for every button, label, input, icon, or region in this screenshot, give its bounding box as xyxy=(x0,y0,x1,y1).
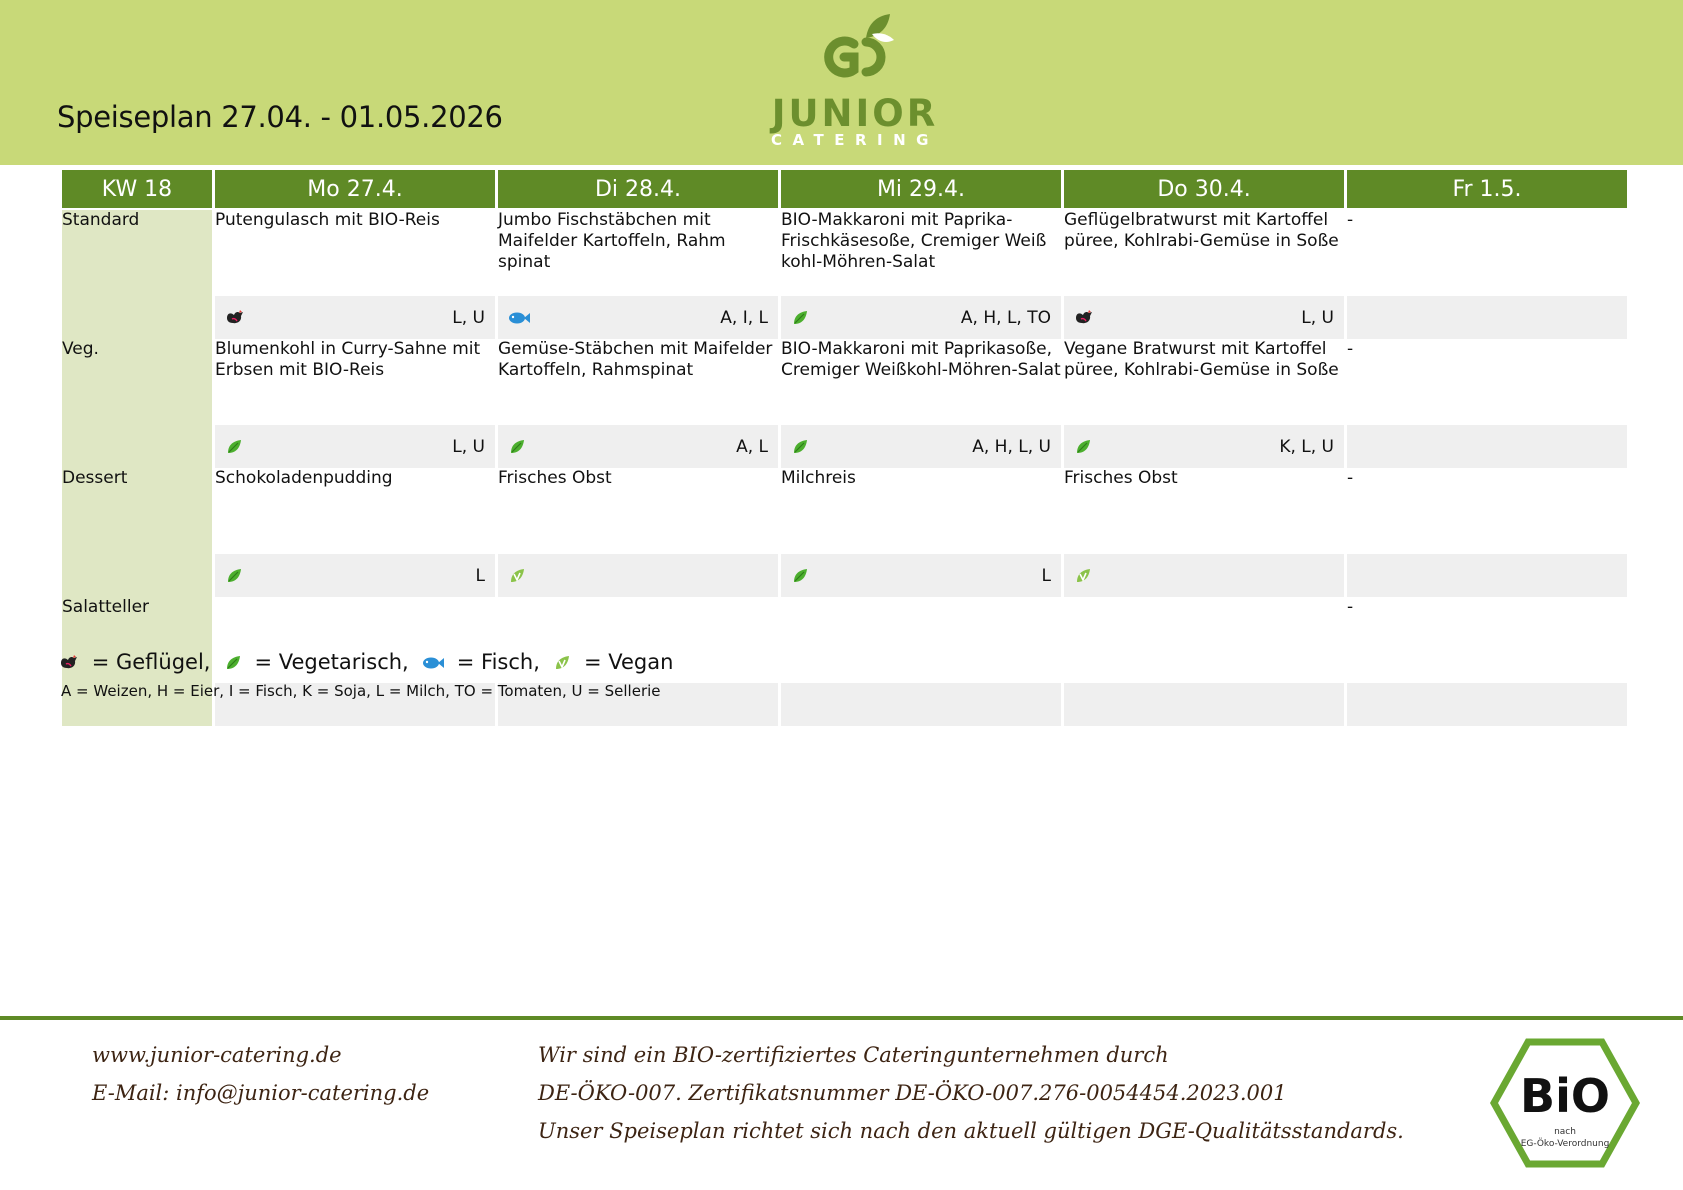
meta-row xyxy=(62,554,1627,597)
empty-icon-slot xyxy=(1357,696,1375,714)
icon-legend xyxy=(59,650,673,674)
vegetarian-icon xyxy=(791,309,809,327)
vegan-icon xyxy=(1074,567,1092,585)
vegetarian-icon xyxy=(791,567,809,585)
meal-meta-cell xyxy=(1347,425,1627,468)
empty-icon-slot xyxy=(1074,696,1092,714)
meta-row xyxy=(62,425,1627,468)
meal-meta-cell xyxy=(1064,296,1344,339)
allergen-codes: A, I, L xyxy=(720,307,768,328)
vegan-icon xyxy=(508,567,526,585)
day-header: Di 28.4. xyxy=(498,170,778,210)
meal-cell: Vegane Bratwurst mit Kartoffel püree, Kohlrabi-Gemüse in Soße xyxy=(1064,339,1344,425)
meal-cell: - xyxy=(1347,210,1627,296)
meal-cell: Jumbo Fischstäbchen mit Maifelder Kartoffeln, Rahm spinat xyxy=(498,210,778,296)
vegan-icon xyxy=(553,653,571,671)
allergen-codes: L, U xyxy=(1301,307,1334,328)
junior-catering-logo xyxy=(760,10,960,160)
logo-subtitle: CATERING xyxy=(771,131,939,149)
meal-cell: Frisches Obst xyxy=(1064,468,1344,554)
meal-meta-cell xyxy=(1064,683,1344,726)
poultry-icon xyxy=(59,653,79,671)
empty-icon-slot xyxy=(1357,567,1375,585)
day-header: Do 30.4. xyxy=(1064,170,1344,210)
legend-vegetarian: = Vegetarisch, xyxy=(254,650,409,674)
allergen-legend: A = Weizen, H = Eier, I = Fisch, K = Soja, L = Milch, TO = Tomaten, U = Sellerie xyxy=(61,682,661,700)
empty-icon-slot xyxy=(1357,309,1375,327)
bio-seal-caption: EG-Öko-Verordnung xyxy=(1520,1139,1610,1149)
bio-seal-icon xyxy=(1490,1038,1640,1168)
logo-mark-icon xyxy=(818,10,898,86)
meal-row xyxy=(62,210,1627,296)
category-label: Dessert xyxy=(62,468,212,597)
allergen-codes: L, U xyxy=(452,436,485,457)
fish-icon xyxy=(508,309,526,327)
footer-certificate-number: DE-ÖKO-007. Zertifikatsnummer DE-ÖKO-007.276-0054454.2023.001 xyxy=(538,1081,1287,1105)
footer-website[interactable]: www.junior-catering.de xyxy=(92,1043,342,1067)
allergen-codes: A, H, L, TO xyxy=(960,307,1051,328)
meal-cell: - xyxy=(1347,597,1627,683)
meal-meta-cell xyxy=(1347,683,1627,726)
meal-cell: Milchreis xyxy=(781,468,1061,554)
meal-meta-cell xyxy=(781,683,1061,726)
allergen-codes: L xyxy=(475,565,485,586)
category-label: Veg. xyxy=(62,339,212,468)
meal-row xyxy=(62,468,1627,554)
legend-poultry: = Geflügel, xyxy=(91,650,211,674)
meal-cell: Schokoladenpudding xyxy=(215,468,495,554)
meal-meta-cell xyxy=(781,425,1061,468)
meal-cell xyxy=(1064,597,1344,683)
meal-cell: BIO-Makkaroni mit Paprikasoße, Cremiger Weißkohl-Möhren-Salat xyxy=(781,339,1061,425)
meal-cell: Frisches Obst xyxy=(498,468,778,554)
category-label: Standard xyxy=(62,210,212,339)
poultry-icon xyxy=(1074,309,1092,327)
meal-cell xyxy=(781,597,1061,683)
vegetarian-icon xyxy=(508,438,526,456)
meal-meta-cell xyxy=(781,296,1061,339)
menu-table xyxy=(59,170,1630,726)
empty-icon-slot xyxy=(1357,438,1375,456)
footer-email[interactable]: E-Mail: info@junior-catering.de xyxy=(92,1081,430,1105)
legend-fish: = Fisch, xyxy=(456,650,540,674)
meal-cell: Geflügelbratwurst mit Kartoffel püree, Kohlrabi-Gemüse in Soße xyxy=(1064,210,1344,296)
week-header: KW 18 xyxy=(62,170,212,210)
allergen-codes: L, U xyxy=(452,307,485,328)
legend-vegan: = Vegan xyxy=(583,650,674,674)
vegetarian-icon xyxy=(225,567,243,585)
meal-cell: BIO-Makkaroni mit Paprika-Frischkäsesoße, Cremiger Weiß kohl-Möhren-Salat xyxy=(781,210,1061,296)
allergen-codes: A, H, L, U xyxy=(972,436,1051,457)
empty-icon-slot xyxy=(791,696,809,714)
meal-meta-cell xyxy=(1064,554,1344,597)
footer-dge-note: Unser Speiseplan richtet sich nach den aktuell gültigen DGE-Qualitätsstandards. xyxy=(538,1119,1404,1143)
allergen-codes: L xyxy=(1041,565,1051,586)
footer-divider xyxy=(0,1016,1683,1020)
day-header: Mo 27.4. xyxy=(215,170,495,210)
day-header: Fr 1.5. xyxy=(1347,170,1627,210)
fish-icon xyxy=(422,653,444,671)
meal-cell: Blumenkohl in Curry-Sahne mit Erbsen mit BIO-Reis xyxy=(215,339,495,425)
allergen-codes: A, L xyxy=(736,436,768,457)
bio-seal-word: BiO xyxy=(1520,1069,1610,1123)
footer-certification-line: Wir sind ein BIO-zertifiziertes Cateringunternehmen durch xyxy=(538,1043,1169,1067)
vegetarian-icon xyxy=(224,653,242,671)
meal-meta-cell xyxy=(215,425,495,468)
vegetarian-icon xyxy=(225,438,243,456)
meal-meta-cell xyxy=(215,296,495,339)
meal-meta-cell xyxy=(215,554,495,597)
page-title: Speiseplan 27.04. - 01.05.2026 xyxy=(57,100,503,134)
meal-cell: - xyxy=(1347,468,1627,554)
allergen-codes: K, L, U xyxy=(1279,436,1334,457)
poultry-icon xyxy=(225,309,243,327)
meal-meta-cell xyxy=(781,554,1061,597)
meal-cell: - xyxy=(1347,339,1627,425)
vegetarian-icon xyxy=(791,438,809,456)
category-label: Salatteller xyxy=(62,597,212,726)
meal-meta-cell xyxy=(1347,296,1627,339)
meal-meta-cell xyxy=(1064,425,1344,468)
day-header: Mi 29.4. xyxy=(781,170,1061,210)
meal-row xyxy=(62,339,1627,425)
meal-meta-cell xyxy=(498,554,778,597)
meal-meta-cell xyxy=(498,296,778,339)
meta-row xyxy=(62,296,1627,339)
meal-cell: Gemüse-Stäbchen mit Maifelder Kartoffeln, Rahmspinat xyxy=(498,339,778,425)
bio-seal-caption: nach xyxy=(1554,1127,1576,1137)
meal-meta-cell xyxy=(1347,554,1627,597)
meal-meta-cell xyxy=(498,425,778,468)
table-header-row xyxy=(62,170,1627,210)
logo-name: JUNIOR xyxy=(771,92,939,135)
vegetarian-icon xyxy=(1074,438,1092,456)
meal-cell: Putengulasch mit BIO-Reis xyxy=(215,210,495,296)
